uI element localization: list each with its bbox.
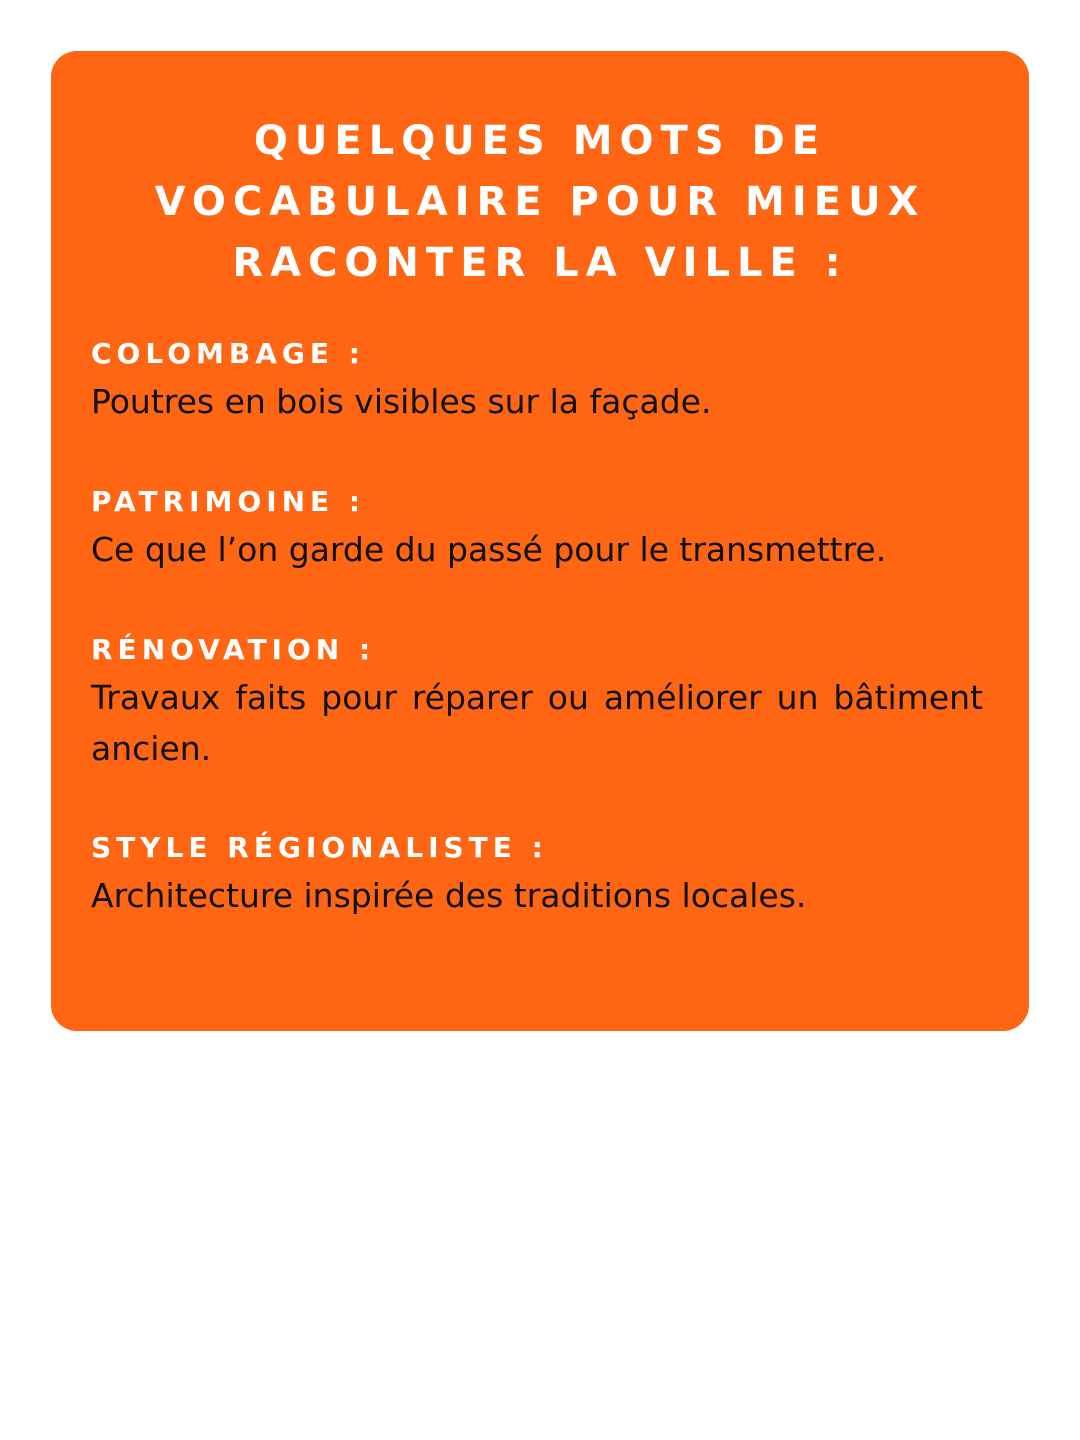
card-title-line: VOCABULAIRE POUR MIEUX <box>154 179 926 225</box>
vocabulary-definition: Poutres en bois visibles sur la façade. <box>91 382 712 421</box>
card-title-line: RACONTER LA VILLE : <box>232 240 848 286</box>
vocabulary-entry <box>91 630 983 774</box>
vocabulary-definition: Ce que l’on garde du passé pour le transmettre. <box>91 530 887 569</box>
vocabulary-definition: Travaux faits pour réparer ou améliorer un bâtiment ancien. <box>91 678 983 768</box>
vocabulary-term: STYLE RÉGIONALISTE : <box>91 831 548 864</box>
vocabulary-definition: Architecture inspirée des traditions locales. <box>91 876 807 915</box>
vocabulary-entry <box>91 482 983 575</box>
vocabulary-list <box>91 334 983 921</box>
card-title <box>51 111 1029 294</box>
vocabulary-term: COLOMBAGE : <box>91 337 365 370</box>
vocabulary-card <box>51 51 1029 1031</box>
vocabulary-term: RÉNOVATION : <box>91 633 376 666</box>
vocabulary-entry <box>91 828 983 921</box>
card-title-line: QUELQUES MOTS DE <box>253 118 827 164</box>
vocabulary-entry <box>91 334 983 427</box>
vocabulary-term: PATRIMOINE : <box>91 485 366 518</box>
